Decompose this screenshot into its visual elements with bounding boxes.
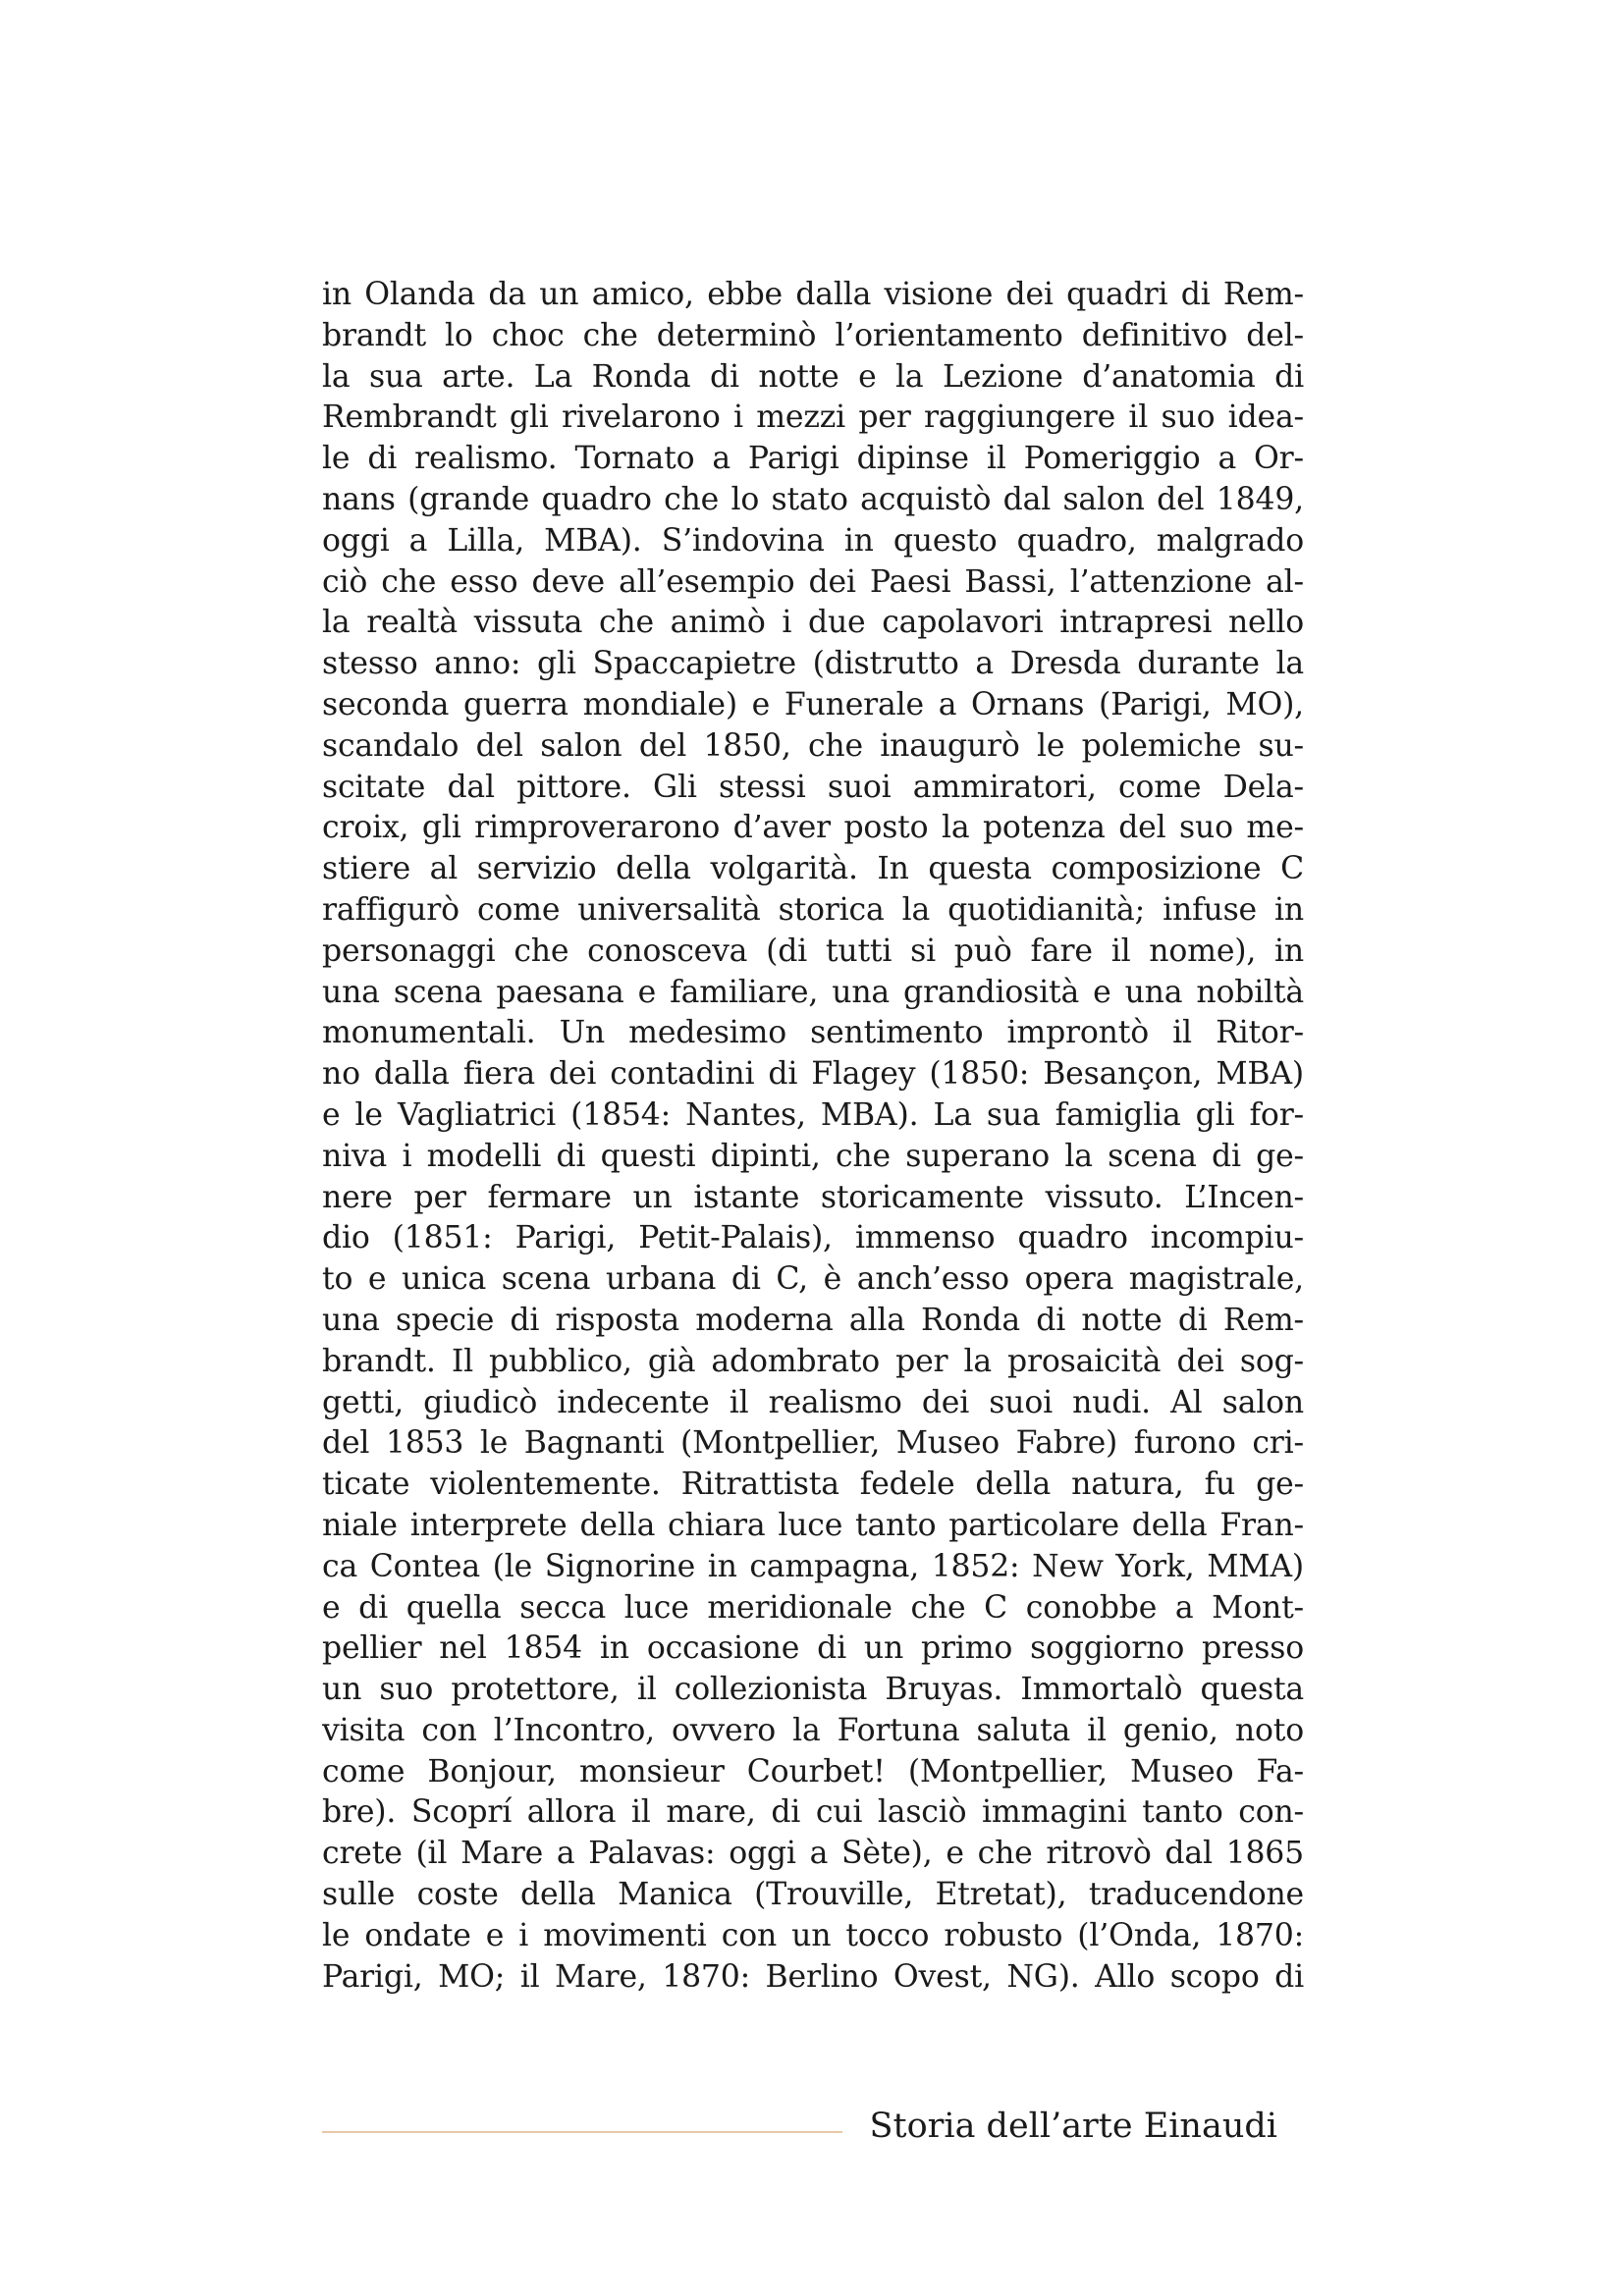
text-line: come Bonjour, monsieur Courbet! (Montpellier, Museo Fa- <box>322 1753 1304 1789</box>
text-line: monumentali. Un medesimo sentimento improntò il Ritor- <box>322 1015 1304 1051</box>
text-line: brandt. Il pubblico, già adombrato per la prosaicità dei sog- <box>322 1343 1304 1379</box>
text-line: nans (grande quadro che lo stato acquistò dal salon del 1849, <box>322 481 1304 517</box>
text-line: brandt lo choc che determinò l’orientamento definitivo del- <box>322 317 1304 353</box>
footer-title: Storia dell’arte Einaudi <box>869 2107 1277 2146</box>
text-line: nere per fermare un istante storicamente vissuto. L’Incen- <box>322 1179 1304 1215</box>
text-line: sulle coste della Manica (Trouville, Etretat), traducendone <box>322 1877 1304 1913</box>
text-line: to e unica scena urbana di C, è anch’esso opera magistrale, <box>322 1261 1304 1298</box>
text-line: niva i modelli di questi dipinti, che superano la scena di ge- <box>322 1138 1304 1174</box>
text-line: oggi a Lilla, MBA). S’indovina in questo quadro, malgrado <box>322 522 1304 559</box>
text-line: croix, gli rimproverarono d’aver posto la potenza del suo me- <box>322 810 1304 846</box>
text-line: seconda guerra mondiale) e Funerale a Ornans (Parigi, MO), <box>322 686 1304 722</box>
text-line: e di quella secca luce meridionale che C conobbe a Mont- <box>322 1589 1304 1626</box>
text-line: in Olanda da un amico, ebbe dalla visione dei quadri di Rem- <box>322 277 1304 312</box>
text-line: ciò che esso deve all’esempio dei Paesi Bassi, l’attenzione al- <box>322 563 1304 600</box>
text-line: niale interprete della chiara luce tanto particolare della Fran- <box>322 1507 1304 1543</box>
text-line: raffigurò come universalità storica la quotidianità; infuse in <box>322 891 1304 928</box>
text-line: ticate violentemente. Ritrattista fedele della natura, fu ge- <box>322 1467 1304 1503</box>
text-line: getti, giudicò indecente il realismo dei suoi nudi. Al salon <box>322 1384 1304 1420</box>
footer-rule <box>322 2131 842 2133</box>
body-text <box>322 275 1304 1998</box>
text-line: no dalla fiera dei contadini di Flagey (1850: Besançon, MBA) <box>322 1056 1304 1093</box>
text-line: visita con l’Incontro, ovvero la Fortuna saluta il genio, noto <box>322 1712 1304 1748</box>
text-line: una scena paesana e familiare, una grandiosità e una nobiltà <box>322 974 1304 1010</box>
text-line: e le Vagliatrici (1854: Nantes, MBA). La sua famiglia gli for- <box>322 1096 1304 1133</box>
text-line: le di realismo. Tornato a Parigi dipinse il Pomeriggio a Or- <box>322 441 1304 477</box>
text-line: bre). Scoprí allora il mare, di cui lasciò immagini tanto con- <box>322 1794 1304 1831</box>
text-line: stiere al servizio della volgarità. In questa composizione C <box>322 851 1304 887</box>
text-line: crete (il Mare a Palavas: oggi a Sète), e che ritrovò dal 1865 <box>322 1836 1304 1872</box>
text-line: stesso anno: gli Spaccapietre (distrutto a Dresda durante la <box>322 646 1304 682</box>
text-line: la realtà vissuta che animò i due capolavori intrapresi nello <box>322 605 1304 641</box>
text-line: pellier nel 1854 in occasione di un primo soggiorno presso <box>322 1630 1304 1667</box>
text-line: scitate dal pittore. Gli stessi suoi ammiratori, come Dela- <box>322 769 1304 805</box>
text-line: una specie di risposta moderna alla Ronda di notte di Rem- <box>322 1302 1304 1338</box>
text-line: scandalo del salon del 1850, che inaugurò le polemiche su- <box>322 727 1304 764</box>
text-line: un suo protettore, il collezionista Bruyas. Immortalò questa <box>322 1672 1304 1708</box>
text-line: la sua arte. La Ronda di notte e la Lezione d’anatomia di <box>322 358 1304 395</box>
text-line: del 1853 le Bagnanti (Montpellier, Museo Fabre) furono cri- <box>322 1425 1304 1462</box>
text-line: le ondate e i movimenti con un tocco robusto (l’Onda, 1870: <box>322 1917 1304 1953</box>
text-line: Rembrandt gli rivelarono i mezzi per raggiungere il suo idea- <box>322 400 1304 436</box>
text-line: dio (1851: Parigi, Petit-Palais), immenso quadro incompiu- <box>322 1220 1304 1256</box>
text-line: personaggi che conosceva (di tutti si può fare il nome), in <box>322 933 1304 969</box>
text-line: ca Contea (le Signorine in campagna, 1852: New York, MMA) <box>322 1548 1304 1584</box>
text-line: Parigi, MO; il Mare, 1870: Berlino Ovest, NG). Allo scopo di <box>322 1958 1304 1995</box>
